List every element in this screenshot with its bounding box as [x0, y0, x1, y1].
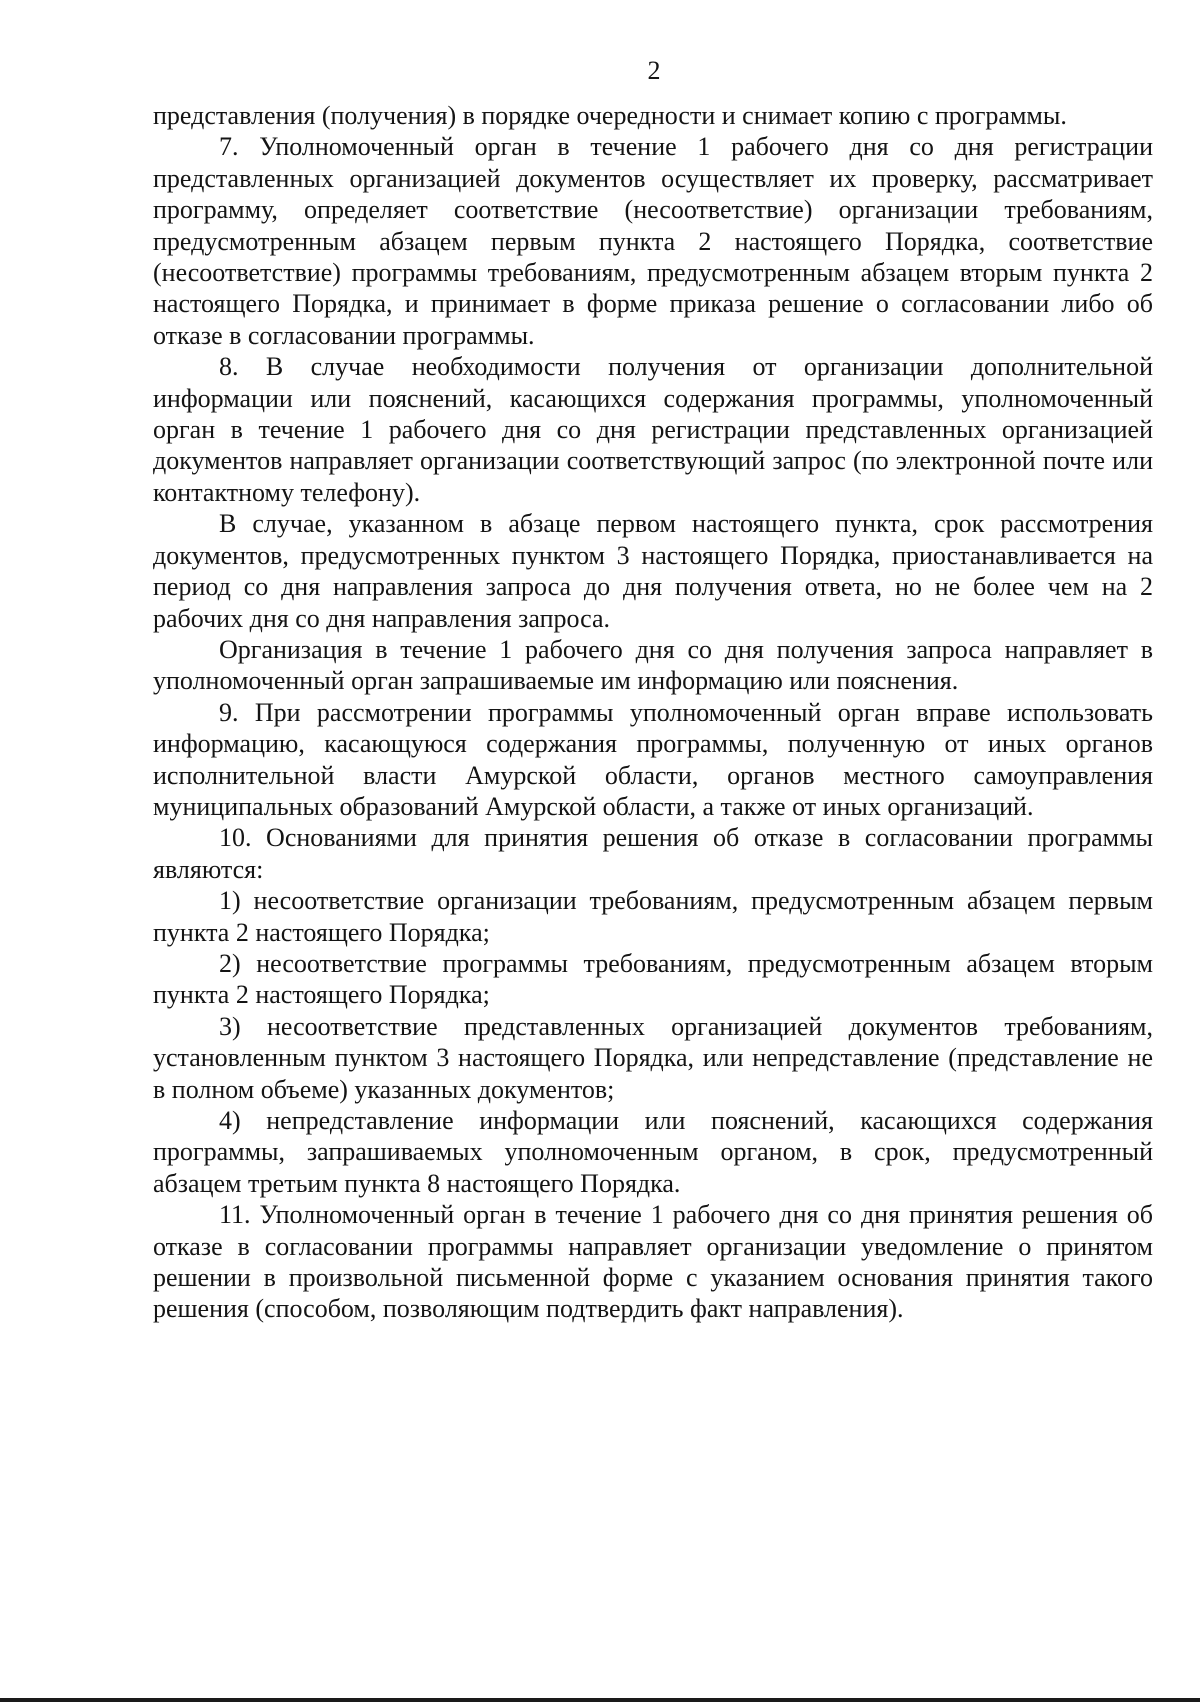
list-item-1: 1) несоответствие организации требованиям, предусмотренным абзацем первым пункта 2 настоящего Порядка; — [153, 886, 1153, 947]
list-item-2: 2) несоответствие программы требованиям, предусмотренным абзацем вторым пункта 2 настоящего Порядка; — [153, 948, 1153, 1010]
scan-edge-line — [0, 1698, 1200, 1702]
paragraph-item-8-response: Организация в течение 1 рабочего дня со дня получения запроса направляет в уполномоченный орган запрашиваемые им информацию или пояснения. — [153, 634, 1153, 696]
document-body — [153, 100, 1153, 1325]
paragraph-item-7: 7. Уполномоченный орган в течение 1 рабочего дня со дня регистрации представленных организацией документов осуществляет их проверку, рассматривает программу, определяет соответствие (несоответствие) организации требованиям, предусмотренным абзацем первым пункта 2 настоящего Порядка, соответствие (несоответствие) программы требованиям, предусмотренным абзацем вторым пункта 2 настоящего Порядка, и принимает в форме приказа решение о согласовании либо об отказе в согласовании программы. — [153, 132, 1153, 350]
list-item-3: 3) несоответствие представленных организацией документов требованиям, установленным пунктом 3 настоящего Порядка, или непредставление (представление не в полном объеме) указанных документов; — [153, 1011, 1153, 1104]
list-item-4: 4) непредставление информации или пояснений, касающихся содержания программы, запрашиваемых уполномоченным органом, в срок, предусмотренный абзацем третьим пункта 8 настоящего Порядка. — [153, 1106, 1153, 1198]
paragraph-item-10: 10. Основаниями для принятия решения об отказе в согласовании программы являются: — [153, 823, 1153, 884]
paragraph-item-11: 11. Уполномоченный орган в течение 1 рабочего дня со дня принятия решения об отказе в согласовании программы направляет организации уведомление о принятом решении в произвольной письменной форме с указанием основания принятия такого решения (способом, позволяющим подтвердить факт направления). — [153, 1200, 1153, 1324]
paragraph-item-9: 9. При рассмотрении программы уполномоченный орган вправе использовать информацию, касающуюся содержания программы, полученную от иных органов исполнительной власти Амурской области, органов местного самоуправления муниципальных образований Амурской области, а также от иных организаций. — [153, 697, 1153, 821]
paragraph-item-8-suspension: В случае, указанном в абзаце первом настоящего пункта, срок рассмотрения документов, предусмотренных пунктом 3 настоящего Порядка, приостанавливается на период со дня направления запроса до дня получения ответа, но не более чем на 2 рабочих дня со дня направления запроса. — [153, 509, 1153, 633]
page-number: 2 — [647, 56, 661, 85]
paragraph-item-8: 8. В случае необходимости получения от организации дополнительной информации или пояснений, касающихся содержания программы, уполномоченный орган в течение 1 рабочего дня со дня регистрации представленных организацией документов направляет организации соответствующий запрос (по электронной почте или контактному телефону). — [153, 352, 1153, 507]
paragraph-continuation: представления (получения) в порядке очередности и снимает копию с программы. — [153, 101, 1067, 130]
